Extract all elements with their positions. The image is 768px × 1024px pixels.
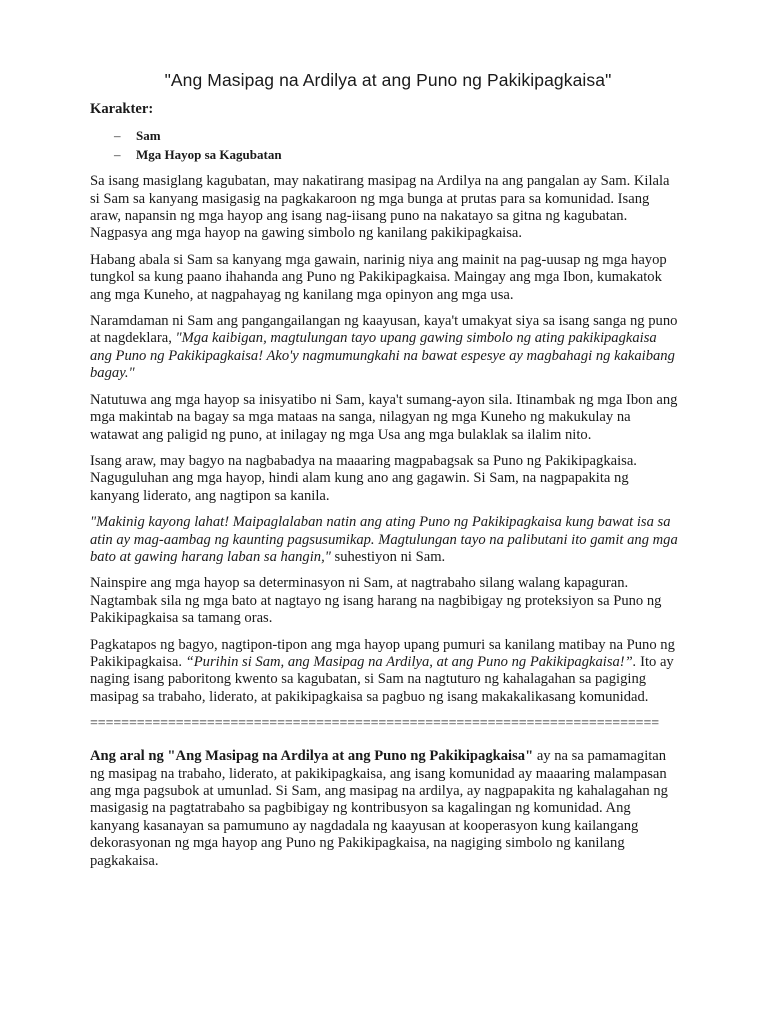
dialogue-quote: "Makinig kayong lahat! Maipaglalaban natin ang ating Puno ng Pakikipagkaisa kung bawat isa sa atin ay mag-aambag ng kaunting pagsusumikap. Magtulungan tayo na palibutani ito gamit ang mga bato at gawing harang laban sa hangin," xyxy=(90,514,678,565)
story-paragraph-1 xyxy=(90,173,680,243)
characters-heading: Karakter: xyxy=(90,101,154,117)
story-paragraph-4 xyxy=(90,392,680,444)
paragraph-text: suhestiyon ni Sam. xyxy=(330,548,446,565)
lesson-text: ay na sa pamamagitan ng masipag na trabaho, liderato, at pakikipagkaisa, ang isang komunidad ay maaaring malampasan ang mga pagsubok at umunlad. Si Sam, ang masipag na ardilya, ay nagpapakita ng kahalagahan ng masigasig na pagtatrabaho sa pagbibigay ng kontribusyon sa kagalingan ng komunidad. Ang kanyang kasanayan sa pamumuno ay nagdadala ng kaayusan at kooperasyon kung kailangang dekorasyonan ng mga hayop ang Puno ng Pakikipagkaisa, na nagiging simbolo ng kanilang pagkakaisa. xyxy=(90,748,668,869)
paragraph-text: Pagkatapos ng bagyo, nagtipon-tipon ang mga hayop upang pumuri sa kanilang matibay na Puno ng Pakikipagkaisa. xyxy=(90,636,675,670)
section-divider: ========================================================================= xyxy=(90,716,660,732)
paragraph-text: Naramdaman ni Sam ang pangangailangan ng kaayusan, kaya't umakyat siya sa isang sanga ng puno at nagdeklara, xyxy=(90,313,678,347)
character-name: Sam xyxy=(136,128,161,144)
list-dash: – xyxy=(114,128,121,144)
story-paragraph-3 xyxy=(90,313,680,383)
story-paragraph-8 xyxy=(90,637,680,707)
story-paragraph-2 xyxy=(90,252,680,304)
story-paragraph-5 xyxy=(90,453,680,505)
list-dash: – xyxy=(114,146,121,162)
paragraph-text: Isang araw, may bagyo na nagbabadya na maaaring magpabagsak sa Puno ng Pakikipagkaisa. Naguguluhan ang mga hayop, hindi alam kung ano ang gagawin. Si Sam, na nagpapakita ng kanyang liderato, ang nagtipon sa kanila. xyxy=(90,452,637,504)
dialogue-quote: “Purihin si Sam, ang Masipag na Ardilya, at ang Puno ng Pakikipagkaisa!”. xyxy=(185,653,637,670)
document-page xyxy=(90,70,680,879)
dialogue-quote: "Mga kaibigan, magtulungan tayo upang gawing simbolo ng ating pakikipagkaisa ang Puno ng Pakikipagkaisa! Ako'y nagmumungkahi na bawat espesye ay magbahagi ng kakaibang bagay." xyxy=(90,330,675,382)
paragraph-text: Sa isang masiglang kagubatan, may nakatirang masipag na Ardilya na ang pangalan ay Sam. Kilala si Sam sa kanyang masigasig na pagkakaroon ng mga bunga at prutas para sa komunidad. Isang araw, napansin ng mga hayop ang isang nag-iisang puno na nakatayo sa gitna ng kagubatan. Nagpasya ang mga hayop na gawing simbolo ng kanilang pakikipagkaisa. xyxy=(90,173,670,242)
paragraph-text: Natutuwa ang mga hayop sa inisyatibo ni Sam, kaya't sumang-ayon sila. Itinambak ng mga Ibon ang mga makintab na bagay sa mga mataas na sanga, nilagyan ng mga Kuneho ng makukulay na watawat ang paligid ng puno, at inilagay ng mga Usa ang mga bulaklak sa ilalim nito. xyxy=(90,391,678,443)
lesson-paragraph xyxy=(90,748,680,870)
character-name: Mga Hayop sa Kagubatan xyxy=(136,146,282,162)
story-paragraph-7 xyxy=(90,575,680,627)
characters-list xyxy=(90,127,680,163)
list-item xyxy=(90,127,680,144)
paragraph-text: Nainspire ang mga hayop sa determinasyon ni Sam, at nagtrabaho silang walang kapaguran. Nagtambak sila ng mga bato at nagtayo ng isang harang na nagbibigay ng proteksiyon sa Puno ng Pakikipagkaisa sa tamang oras. xyxy=(90,575,662,627)
document-body xyxy=(90,101,680,870)
paragraph-text: Ito ay naging isang paboritong kwento sa kagubatan, si Sam na nagtuturo ng kahalagahan sa pagiging masipag sa trabaho, liderato, at pakikipagkaisa sa pagbuo ng isang makakalikasang komunidad. xyxy=(90,653,674,705)
paragraph-text: Habang abala si Sam sa kanyang mga gawain, narinig niya ang mainit na pag-uusap ng mga hayop tungkol sa kung paano ihahanda ang Puno ng Pakikipagkaisa. Maingay ang mga Ibon, kumakatok ang mga Kuneho, at nagpahayag ng kanilang mga opinyon ang mga usa. xyxy=(90,251,667,303)
lesson-heading: Ang aral ng "Ang Masipag na Ardilya at ang Puno ng Pakikipagkaisa" xyxy=(90,748,534,765)
list-item xyxy=(90,146,680,163)
story-paragraph-6 xyxy=(90,514,680,566)
document-title: "Ang Masipag na Ardilya at ang Puno ng Pakikipagkaisa" xyxy=(164,70,612,90)
